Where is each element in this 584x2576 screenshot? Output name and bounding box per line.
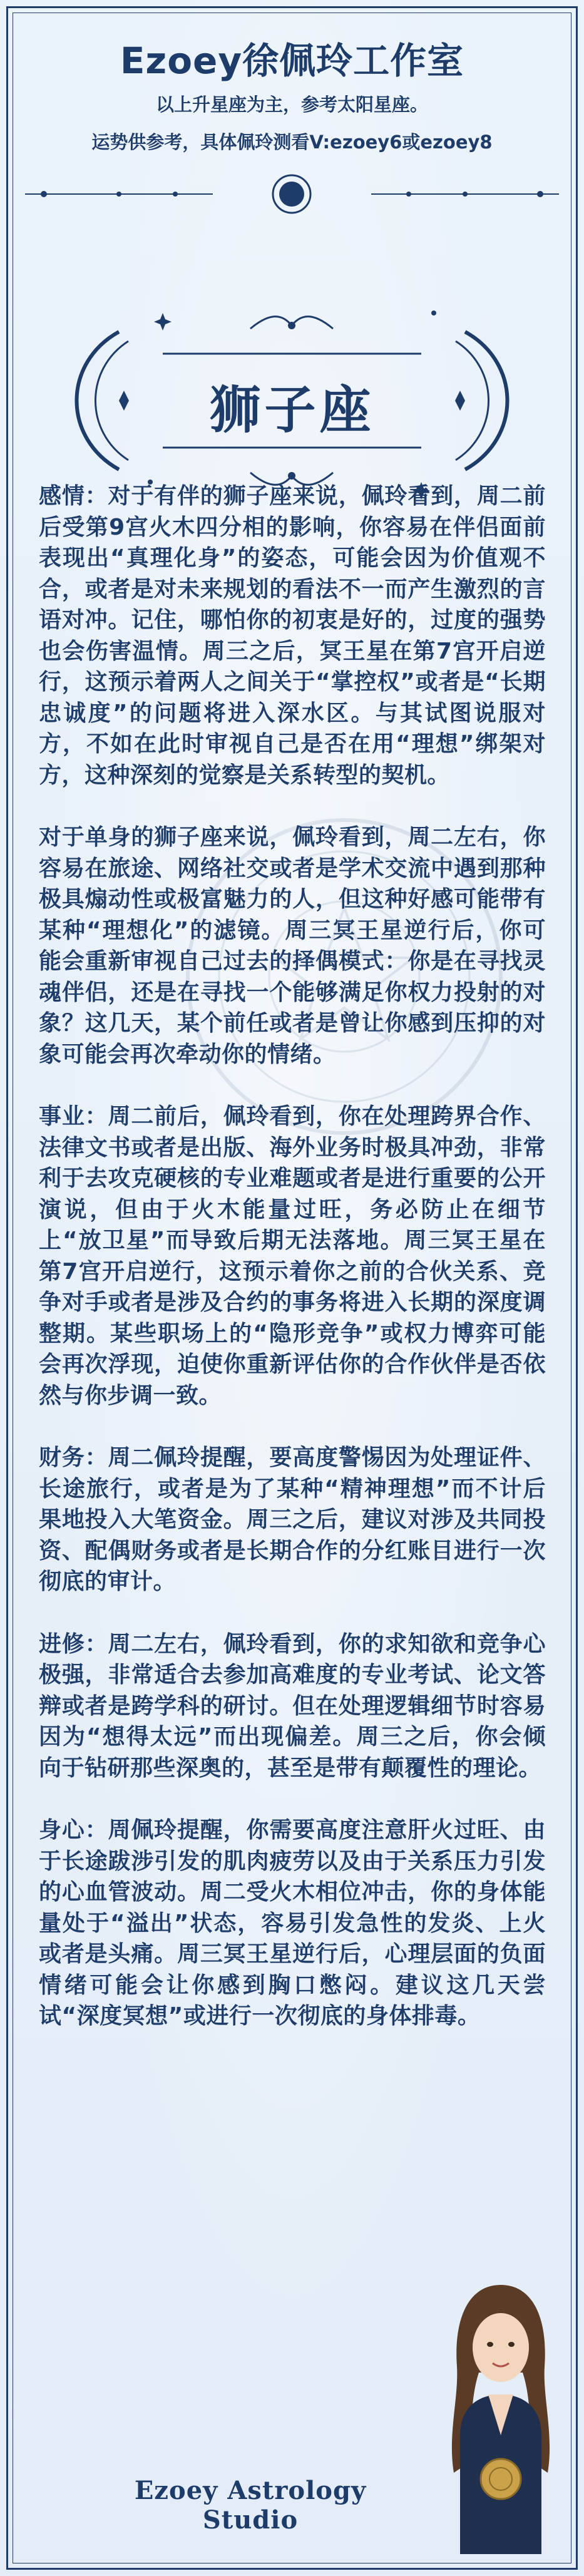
- header: [0, 0, 584, 476]
- section-love-partnered: 感情：对于有伴的狮子座来说，佩玲看到，周二前后受第9宫火木四分相的影响，你容易在伴侣面前表现出“真理化身”的姿态，可能会因为价值观不合，或者是对未来规划的看法不一而产生激烈的言语对冲。记住，哪怕你的初衷是好的，过度的强势也会伤害温情。周三之后，冥王星在第7宫开启逆行，这预示着两人之间关于“掌控权”或者是“长期忠诚度”的问题将进入深水区。与其试图说服对方，不如在此时审视自己是否在用“理想”绑架对方，这种深刻的觉察是关系转型的契机。: [39, 483, 546, 788]
- section-love-single: 对于单身的狮子座来说，佩玲看到，周二左右，你容易在旅途、网络社交或者是学术交流中遇到那种极具煽动性或极富魅力的人，但这种好感可能带有某种“理想化”的滤镜。周三冥王星逆行后，你可能会重新审视自己过去的择偶模式：你是在寻找灵魂伴侣，还是在寻找一个能够满足你权力投射的对象？这几天，某个前任或者是曾让你感到压抑的对象可能会再次牵动你的情绪。: [39, 824, 546, 1067]
- moon-phase-divider: [25, 166, 559, 222]
- sparkle-icon: [154, 313, 172, 331]
- section-finance: 财务：周二佩玲提醒，要高度警惕因为处理证件、长途旅行，或者是为了某种“精神理想”而不计后果地投入大笔资金。周三之后，建议对涉及共同投资、配偶财务或者是长期合作的分红账目进行一次彻底的审计。: [39, 1445, 546, 1594]
- studio-title: Ezoey徐佩玲工作室: [120, 39, 464, 82]
- subtitle-rising-sign: 以上升星座为主，参考太阳星座。: [155, 94, 428, 115]
- astrologer-avatar: [435, 2272, 566, 2554]
- sign-title: 狮子座: [209, 380, 375, 440]
- section-career: 事业：周二前后，佩玲看到，你在处理跨界合作、法律文书或者是出版、海外业务时极具冲劲，非常利于去攻克硬核的专业难题或者是进行重要的公开演说，但由于火木能量过旺，务必防止在细节上“放卫星”而导致后期无法落地。周三冥王星在第7宫开启逆行，这预示着你之前的合伙关系、竞争对手或者是涉及合约的事务将进入长期的深度调整期。某些职场上的“隐形竞争”或权力博弈可能会再次浮现，迫使你重新评估你的合作伙伴是否依然与你步调一致。: [39, 1104, 546, 1409]
- horoscope-content: [39, 481, 546, 2063]
- section-study: 进修：周二左右，佩玲看到，你的求知欲和竞争心极强，非常适合去参加高难度的专业考试、论文答辩或者是跨学科的研讨。但在处理逻辑细节时容易因为“想得太远”而出现偏差。周三之后，你会倾向于钻研那些深奥的，甚至是带有颠覆性的理论。: [39, 1631, 546, 1781]
- section-health: 身心：周佩玲提醒，你需要高度注意肝火过旺、由于长途跋涉引发的肌肉疲劳以及由于关系压力引发的心血管波动。周二受火木相位冲击，你的身体能量处于“溢出”状态，容易引发急性的发炎、上火或者是头痛。周三冥王星逆行后，心理层面的负面情绪可能会让你感到胸口憋闷。建议这几天尝试“深度冥想”或进行一次彻底的身体排毒。: [39, 1817, 546, 2029]
- subtitle-contact: 运势供参考，具体佩玲测看V:ezoey6或ezoey8: [91, 131, 493, 153]
- footer-brand: Ezoey Astrology Studio: [134, 2476, 367, 2535]
- moon-icons: [213, 175, 371, 213]
